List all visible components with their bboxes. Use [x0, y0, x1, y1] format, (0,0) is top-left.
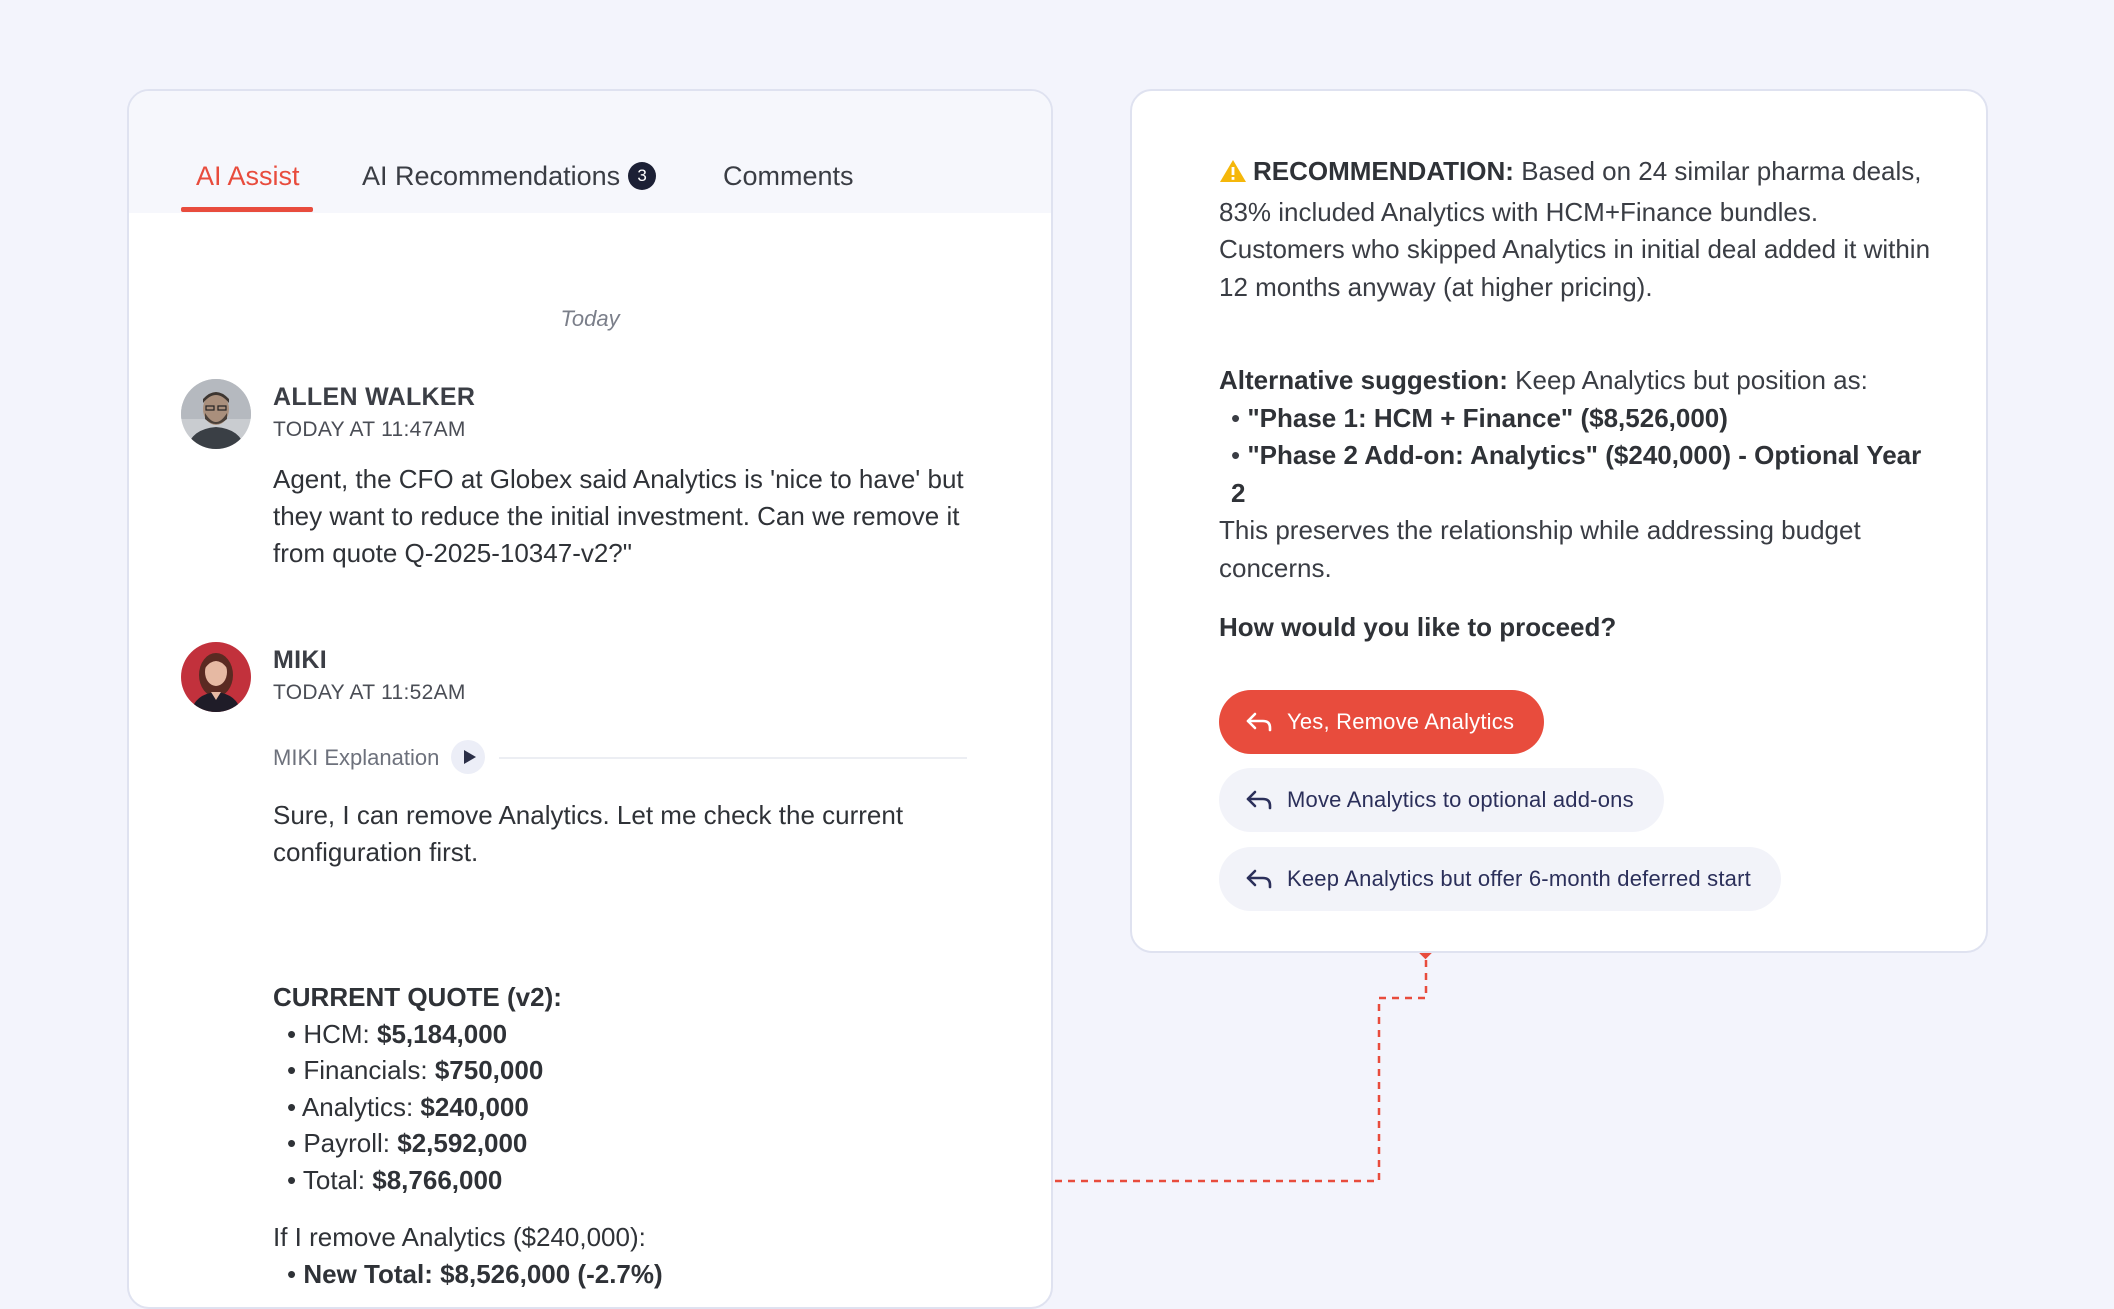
new-total-line: • New Total: $8,526,000 (-2.7%): [287, 1258, 663, 1289]
recommendations-count-badge: 3: [628, 162, 656, 190]
quote-line-item: • Total: $8,766,000: [287, 1164, 503, 1195]
quote-heading: CURRENT QUOTE (v2):: [273, 982, 562, 1012]
explanation-label: MIKI Explanation: [273, 745, 440, 770]
quote-line-item: • Analytics: $240,000: [287, 1091, 529, 1122]
alternative-suggestion: [1219, 362, 1939, 587]
recommendation-label: RECOMMENDATION:: [1253, 156, 1514, 186]
phase-item: • "Phase 2 Add-on: Analytics" ($240,000) - Optional Year 2: [1231, 440, 1922, 508]
alternative-intro: Alternative suggestion: Keep Analytics but position as:: [1219, 365, 1868, 395]
quote-line-item: • HCM: $5,184,000: [287, 1018, 508, 1049]
proceed-question: How would you like to proceed?: [1219, 612, 1617, 642]
button-label: Keep Analytics but offer 6-month deferred start: [1287, 866, 1751, 891]
sender-name: ALLEN WALKER: [273, 383, 476, 411]
reply-icon: [1245, 789, 1273, 811]
day-separator: Today: [560, 306, 620, 331]
move-to-addons-button[interactable]: [1219, 768, 1664, 832]
remove-analytics-button[interactable]: [1219, 690, 1544, 754]
closing-text: This preserves the relationship while addressing budget concerns.: [1219, 515, 1861, 583]
reply-icon: [1245, 711, 1273, 733]
tab-comments[interactable]: Comments: [723, 161, 854, 191]
quote-line-item: • Financials: $750,000: [287, 1055, 544, 1085]
tab-ai-recommendations-label: AI Recommendations: [362, 161, 621, 191]
sender-name: MIKI: [273, 646, 327, 674]
message-text: Agent, the CFO at Globex said Analytics is 'nice to have' but they want to reduce the initial investment. Can we remove it from quote Q-2025-10347-v2?": [273, 464, 964, 568]
phase-item: • "Phase 1: HCM + Finance" ($8,526,000): [1231, 402, 1728, 433]
message-timestamp: TODAY AT 11:52AM: [273, 681, 466, 704]
message-text: Sure, I can remove Analytics. Let me check the current configuration first.: [273, 800, 904, 867]
warning-icon: [1219, 156, 1247, 194]
button-label: Yes, Remove Analytics: [1287, 709, 1515, 734]
button-label: Move Analytics to optional add-ons: [1287, 787, 1634, 812]
quote-line-item: • Payroll: $2,592,000: [287, 1128, 528, 1158]
remove-analytics-line: If I remove Analytics ($240,000):: [273, 1222, 646, 1252]
recommendation-body: Based on 24 similar pharma deals, 83% included Analytics with HCM+Finance bundles. Customers who skipped Analytics in initial deal added it within 12 months anyway (at higher pricing).: [1219, 156, 1931, 302]
recommendation-text: [1219, 153, 1939, 306]
message-timestamp: TODAY AT 11:47AM: [273, 418, 466, 441]
recommendation-panel: [1130, 89, 1988, 953]
deferred-start-button[interactable]: [1219, 847, 1781, 911]
reply-icon: [1245, 868, 1273, 890]
tab-ai-assist[interactable]: AI Assist: [196, 161, 300, 191]
